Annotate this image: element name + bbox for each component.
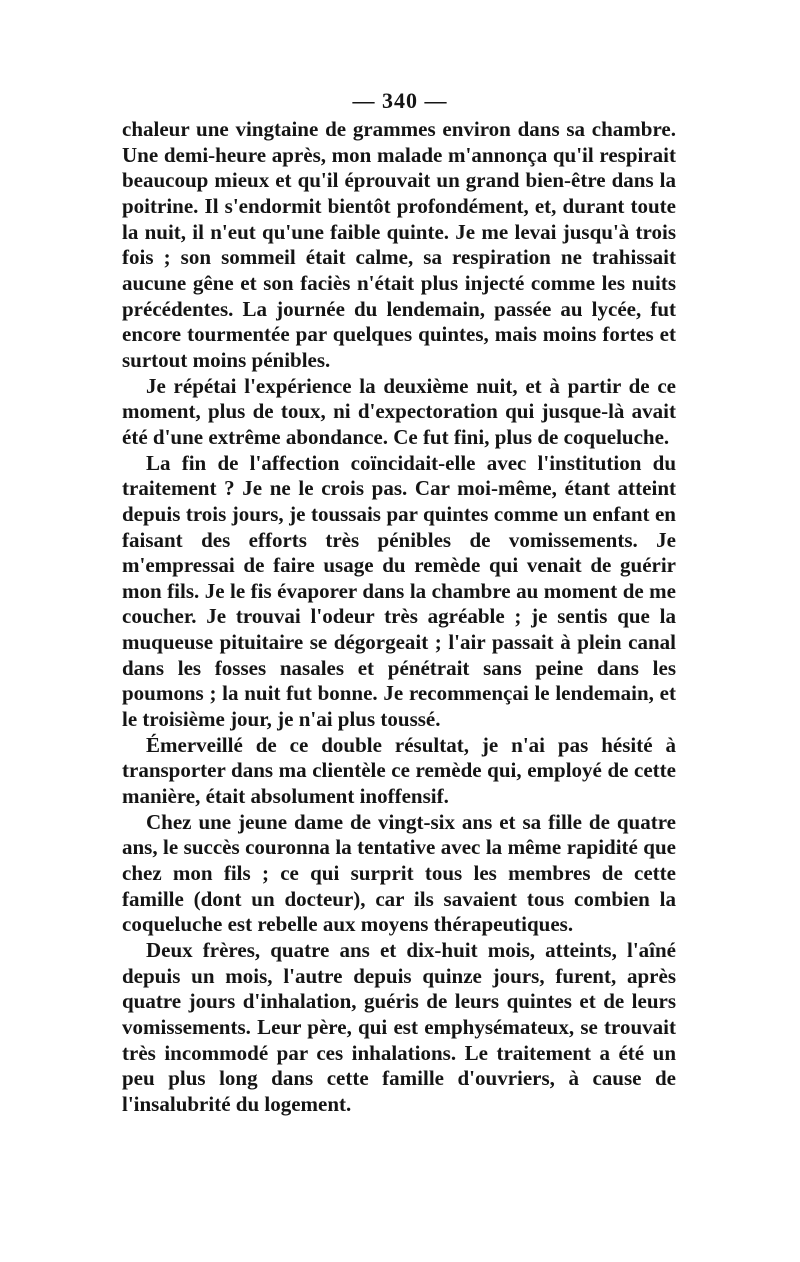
page-number: — 340 — [352, 88, 448, 113]
paragraph-2: Je répétai l'expérience la deuxième nuit, et à partir de ce moment, plus de toux, ni d'expectoration qui jusque-là avait été d'une extrême abondance. Ce fut fini, plus de coqueluche. [122, 373, 676, 449]
paragraph-4: Émerveillé de ce double résultat, je n'ai pas hésité à transporter dans ma clientèle ce remède qui, employé de cette manière, était absolument inoffensif. [122, 732, 676, 809]
paragraph-3: La fin de l'affection coïncidait-elle avec l'institution du traitement ? Je ne le crois pas. Car moi-même, étant atteint depuis trois jours, je toussais par quintes comme un enfant en faisant des efforts très pénibles de vomissements. Je m'empressai de faire usage du remède qui venait de guérir mon fils. Je le fis évaporer dans la chambre au moment de me coucher. Je trouvai l'odeur très agréable ; je sentis que la muqueuse pituitaire se dégorgeait ; l'air passait à plein canal dans les fosses nasales et pénétrait sans peine dans les poumons ; la nuit fut bonne. Je recommençai le lendemain, et le troisième jour, je n'ai plus toussé. [122, 450, 676, 732]
paragraph-1: chaleur une vingtaine de grammes environ dans sa chambre. Une demi-heure après, mon malade m'annonça qu'il respirait beaucoup mieux et qu'il éprouvait un grand bien-être dans la poitrine. Il s'endormit bientôt profondément, et, durant toute la nuit, il n'eut qu'une faible quinte. Je me levai jusqu'à trois fois ; son sommeil était calme, sa respiration ne trahissait aucune gêne et son faciès n'était plus injecté comme les nuits précédentes. La journée du lendemain, passée au lycée, fut encore tourmentée par quelques quintes, mais moins fortes et surtout moins pénibles. [122, 117, 676, 372]
paragraph-6: Deux frères, quatre ans et dix-huit mois, atteints, l'aîné depuis un mois, l'autre depuis quinze jours, furent, après quatre jours d'inhalation, guéris de leurs quintes et de leurs vomissements. Leur père, qui est emphysémateux, se trouvait très incommodé par ces inhalations. Le traitement a été un peu plus long dans cette famille d'ouvriers, à cause de l'insalubrité du logement. [122, 938, 676, 1116]
paragraph-5: Chez une jeune dame de vingt-six ans et sa fille de quatre ans, le succès couronna la tentative avec la même rapidité que chez mon fils ; ce qui surprit tous les membres de cette famille (dont un docteur), car ils savaient tous combien la coqueluche est rebelle aux moyens thérapeutiques. [122, 809, 676, 937]
body-text [122, 117, 676, 1118]
